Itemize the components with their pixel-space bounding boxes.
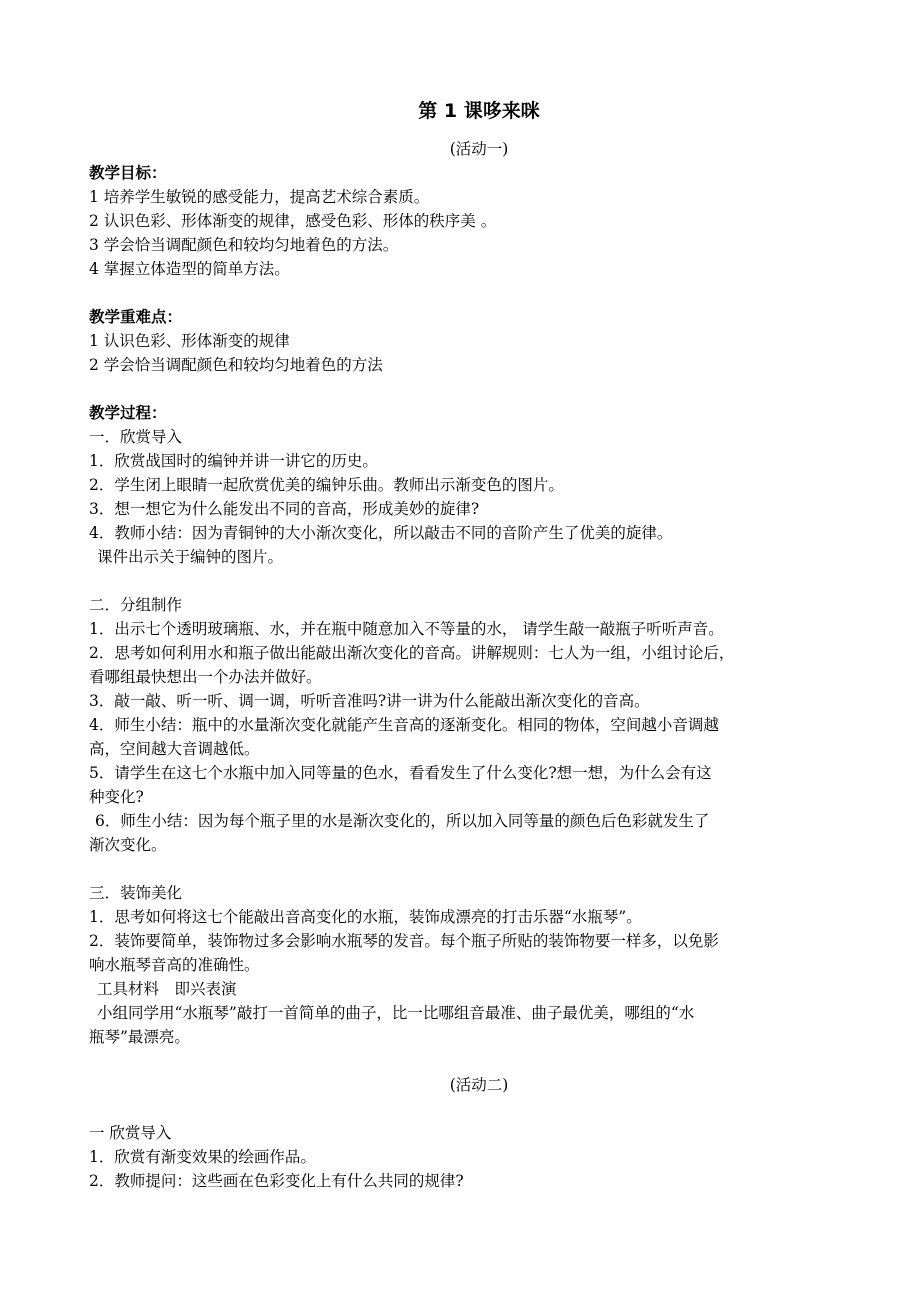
process-item: 3．敲一敲、听一听、调一调，听听音准吗?讲一讲为什么能敲出渐次变化的音高。 — [89, 692, 650, 710]
keypoint-item: 2 学会恰当调配颜色和较均匀地着色的方法 — [89, 356, 383, 374]
spacer — [89, 281, 839, 305]
goal-item: 1 培养学生敏锐的感受能力，提高艺术综合素质。 — [89, 188, 430, 206]
process-heading: 教学过程： — [89, 404, 167, 422]
process-item: 1．出示七个透明玻璃瓶、水，并在瓶中随意加入不等量的水， 请学生敲一敲瓶子听听声音。 — [89, 620, 724, 638]
process-item: 2．学生闭上眼睛一起欣赏优美的编钟乐曲。教师出示渐变色的图片。 — [89, 476, 564, 494]
process-item: 种变化? — [89, 788, 144, 806]
document-page — [89, 98, 839, 1193]
process-item: 6．师生小结：因为每个瓶子里的水是渐次变化的，所以加入同等量的颜色后色彩就发生了 — [95, 812, 710, 830]
keypoint-item: 1 认识色彩、形体渐变的规律 — [89, 332, 290, 350]
process-item: 课件出示关于编钟的图片。 — [97, 548, 284, 566]
process-item: 4．师生小结：瓶中的水量渐次变化就能产生音高的逐渐变化。相同的物体，空间越小音调越 — [89, 716, 719, 734]
process-item: 2．教师提问：这些画在色彩变化上有什么共同的规律? — [89, 1172, 464, 1190]
process-item: 1．欣赏战国时的编钟并讲一讲它的历史。 — [89, 452, 378, 470]
spacer — [89, 1097, 839, 1121]
section-title: 一 欣赏导入 — [89, 1124, 172, 1142]
keypoints-heading: 教学重难点： — [89, 308, 183, 326]
section-title: 三．装饰美化 — [89, 884, 183, 902]
process-item: 4．教师小结：因为青铜钟的大小渐次变化，所以敲击不同的音阶产生了优美的旋律。 — [89, 524, 673, 542]
process-item: 渐次变化。 — [89, 836, 167, 854]
activity-one-label: (活动一) — [449, 140, 509, 158]
activity-two-label: (活动二) — [449, 1076, 509, 1094]
spacer — [89, 857, 839, 881]
spacer — [89, 377, 839, 401]
goal-item: 2 认识色彩、形体渐变的规律，感受色彩、形体的秩序美 。 — [89, 212, 497, 230]
process-item: 3．想一想它为什么能发出不同的音高，形成美妙的旋律? — [89, 500, 480, 518]
spacer — [89, 1049, 839, 1073]
section-title: 二．分组制作 — [89, 596, 183, 614]
process-item: 瓶琴”最漂亮。 — [89, 1028, 190, 1046]
process-item: 看哪组最快想出一个办法并做好。 — [89, 668, 322, 686]
page-title: 第 1 课哆来咪 — [418, 100, 540, 122]
process-item: 5．请学生在这七个水瓶中加入同等量的色水，看看发生了什么变化?想一想，为什么会有这 — [89, 764, 712, 782]
goals-heading: 教学目标： — [89, 164, 167, 182]
section-title: 一．欣赏导入 — [89, 428, 183, 446]
process-item: 2．思考如何利用水和瓶子做出能敲出渐次变化的音高。讲解规则：七人为一组，小组讨论后， — [89, 644, 735, 662]
goal-item: 4 掌握立体造型的简单方法。 — [89, 260, 290, 278]
process-item: 响水瓶琴音高的准确性。 — [89, 956, 260, 974]
process-item: 1．欣赏有渐变效果的绘画作品。 — [89, 1148, 316, 1166]
spacer — [89, 569, 839, 593]
process-item: 小组同学用“水瓶琴”敲打一首简单的曲子，比一比哪组音最准、曲子最优美，哪组的“水 — [97, 1004, 695, 1022]
process-item: 2．装饰要简单，装饰物过多会影响水瓶琴的发音。每个瓶子所贴的装饰物要一样多，以免影 — [89, 932, 719, 950]
goal-item: 3 学会恰当调配颜色和较均匀地着色的方法。 — [89, 236, 399, 254]
process-item: 高，空间越大音调越低。 — [89, 740, 260, 758]
process-item: 1．思考如何将这七个能敲出音高变化的水瓶，装饰成漂亮的打击乐器“水瓶琴”。 — [89, 908, 642, 926]
process-item: 工具材料 即兴表演 — [97, 980, 237, 998]
